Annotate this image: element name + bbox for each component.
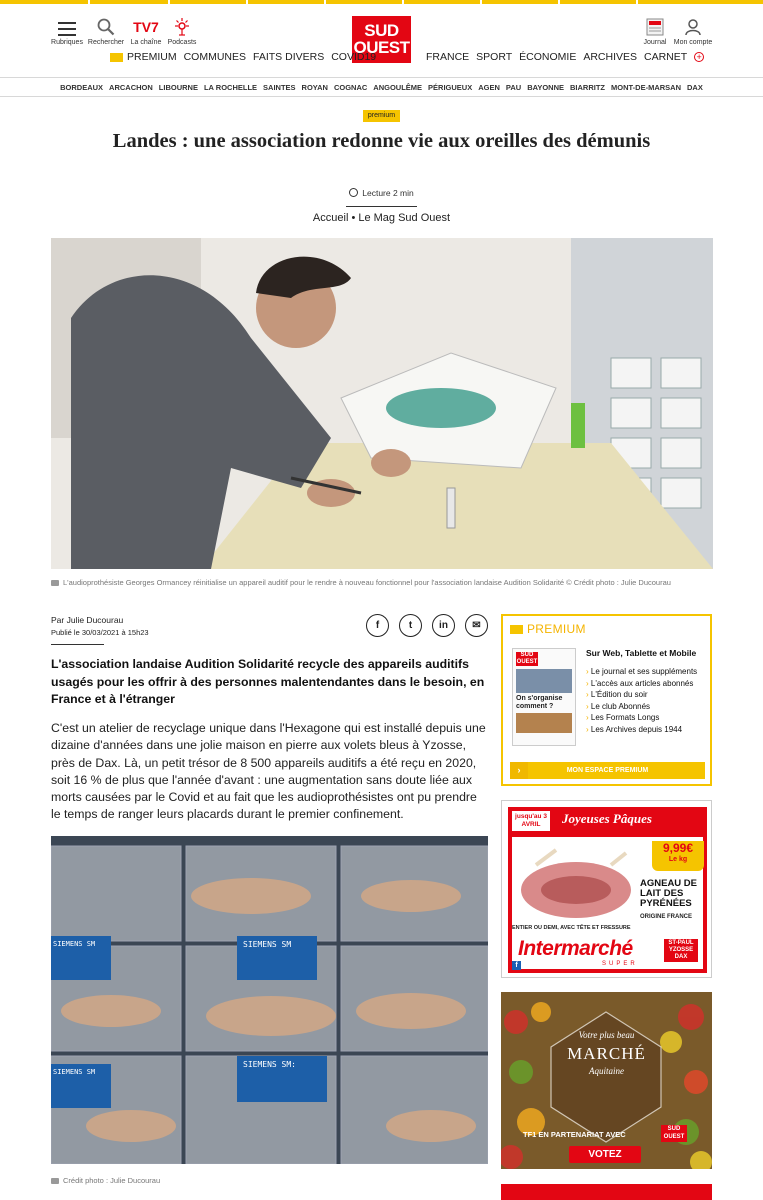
city-link[interactable]: BAYONNE: [527, 83, 565, 92]
nav-item-france[interactable]: FRANCE: [426, 51, 470, 63]
camera-icon: [51, 580, 59, 586]
premium-promo-box: [501, 614, 712, 786]
newspaper-thumbnail: [512, 648, 576, 746]
advertisement-marche[interactable]: [501, 992, 712, 1169]
publish-date: Publié le 30/03/2021 à 15h23: [51, 628, 149, 637]
photo-caption: L'audioprothésiste Georges Ormancey réinitialise un appareil auditif pour le rendre à nouveau fonctionnel pour l'association landaise Audition Solidarité © Crédit photo : Julie Ducourau: [51, 577, 713, 588]
clock-icon: [349, 188, 358, 197]
photo-credit: Crédit photo : Julie Ducourau: [51, 1176, 160, 1185]
ad-title: Joyeuses Pâques: [562, 811, 652, 826]
ad-date: jusqu'au 3 AVRIL: [512, 811, 550, 831]
advertisement-intermarche[interactable]: [501, 800, 712, 978]
article-paragraph: C'est un atelier de recyclage unique dans l'Hexagone qui est installé depuis une dizaine d'années dans une jolie maison en pierre aux volets bleus à Yzosse, près de Dax. Là, un petit trésor de 8 500 appareils auditifs a été reçu en 2020, soit 16 % de plus que l'année d'avant : une augmentation sans doute liée aux morts causées par le Covid et au fait que les audioprothésistes ont pu prendre le temps de ranger leurs placards durant le premier confinement.: [51, 721, 486, 822]
account-label: Mon compte: [673, 39, 713, 46]
podcast-icon: [157, 16, 207, 36]
city-link[interactable]: DAX: [687, 83, 703, 92]
author-name[interactable]: Par Julie Ducourau: [51, 615, 124, 625]
city-link[interactable]: AGEN: [478, 83, 500, 92]
rubriques-label: Rubriques: [51, 39, 83, 46]
nav-item-communes[interactable]: COMMUNES: [183, 51, 247, 63]
bin-label: SIEMENS SM: [53, 940, 96, 948]
ad-price: 9,99€ Le kg: [652, 841, 704, 871]
city-link[interactable]: ARCACHON: [109, 83, 153, 92]
city-link[interactable]: ANGOULÊME: [373, 83, 423, 92]
list-item: › Le journal et ses suppléments: [586, 666, 711, 678]
twitter-share-icon[interactable]: t: [399, 614, 422, 637]
advertisement-partial[interactable]: [501, 1184, 712, 1200]
city-nav: [0, 83, 763, 92]
city-link[interactable]: COGNAC: [333, 83, 368, 92]
premium-box-title: PREMIUM: [510, 622, 586, 636]
city-link[interactable]: PÉRIGUEUX: [428, 83, 473, 92]
bin-label: SIEMENS SM:: [243, 1060, 296, 1069]
nav-right: [426, 51, 704, 63]
ad-line2: MARCHÉ: [567, 1044, 646, 1063]
linkedin-share-icon[interactable]: in: [432, 614, 455, 637]
vote-button[interactable]: VOTEZ: [569, 1146, 641, 1163]
chevron-right-icon: ›: [510, 762, 528, 779]
list-item: › L'accès aux articles abonnés: [586, 678, 711, 690]
email-share-icon[interactable]: ✉: [465, 614, 488, 637]
logo-line-1: SUD: [364, 21, 399, 40]
more-plus-icon[interactable]: +: [694, 52, 704, 62]
top-accent-bar: [0, 0, 763, 4]
intermarche-logo: Intermarché: [518, 937, 633, 960]
city-link[interactable]: LIBOURNE: [158, 83, 198, 92]
premium-box-heading: Sur Web, Tablette et Mobile: [586, 648, 697, 658]
nav-item-covid19[interactable]: COVID19: [331, 51, 377, 63]
nav-item-carnet[interactable]: CARNET: [644, 51, 688, 63]
article-main-photo: [51, 238, 713, 569]
reading-time: Lecture 2 min: [0, 188, 763, 198]
ad-origin: ORIGINE FRANCE: [640, 914, 693, 920]
thumb-headline: On s'organise comment ?: [516, 695, 563, 710]
logo-line-2: OUEST: [353, 38, 410, 57]
facebook-icon: f: [512, 961, 521, 970]
city-link[interactable]: MONT-DE-MARSAN: [611, 83, 682, 92]
city-link[interactable]: LA ROCHELLE: [203, 83, 258, 92]
city-link[interactable]: PAU: [505, 83, 522, 92]
nav-item-premium[interactable]: PREMIUM: [110, 51, 177, 63]
ad-partner: TF1 EN PARTENARIAT AVEC: [523, 1130, 626, 1139]
ad-cut: ENTIER OU DEMI, AVEC TÊTE ET FRESSURE: [512, 925, 631, 931]
crown-icon: [510, 625, 523, 634]
sud-ouest-small-logo: SUD OUEST: [661, 1125, 687, 1142]
bin-label: SIEMENS SM: [53, 1068, 96, 1076]
divider: [0, 96, 763, 97]
podcasts-label: Podcasts: [167, 39, 197, 46]
article-lead: L'association landaise Audition Solidarité recycle des appareils auditifs usagés pour les offrir à des personnes malentendantes dans le besoin, en France et à l'étranger: [51, 657, 485, 706]
list-item: › Les Formats Longs: [586, 712, 711, 724]
crown-icon: [110, 53, 123, 62]
breadcrumb[interactable]: Accueil • Le Mag Sud Ouest: [312, 212, 451, 224]
ad-place: ST-PAUL YZOSSE DAX: [664, 939, 698, 962]
tv7-logo: TV7: [133, 19, 159, 35]
lamb-image: [516, 845, 636, 925]
camera-icon: [51, 1178, 59, 1184]
list-item: › L'Édition du soir: [586, 689, 711, 701]
journal-label: Journal: [643, 39, 667, 46]
ad-product: AGNEAU DE LAIT DES PYRÉNÉES: [640, 878, 698, 909]
market-background: [501, 992, 712, 1169]
article-title: Landes : une association redonne vie aux oreilles des démunis: [112, 130, 651, 152]
city-link[interactable]: SAINTES: [263, 83, 296, 92]
account-link[interactable]: [668, 16, 718, 46]
premium-benefits-list: [586, 666, 711, 736]
divider: [51, 644, 104, 645]
bin-label: SIEMENS SM: [243, 940, 292, 949]
search-label: Rechercher: [87, 39, 125, 46]
podcasts-link[interactable]: [157, 16, 207, 46]
city-link[interactable]: BIARRITZ: [570, 83, 606, 92]
list-item: › Le club Abonnés: [586, 701, 711, 713]
premium-badge: premium: [363, 110, 400, 122]
city-link[interactable]: ROYAN: [301, 83, 328, 92]
user-icon: [668, 16, 718, 36]
nav-item-archives[interactable]: ARCHIVES: [583, 51, 638, 63]
divider: [346, 206, 417, 207]
article-second-photo: [51, 836, 488, 1164]
tv7-label: La chaîne: [130, 39, 162, 46]
nav-left: [110, 51, 376, 63]
ad-line3: Aquitaine: [589, 1066, 624, 1076]
nav-item-sport[interactable]: SPORT: [476, 51, 513, 63]
brand-sub: SUPER: [602, 961, 638, 967]
premium-space-button[interactable]: › MON ESPACE PREMIUM: [510, 762, 705, 779]
list-item: › Les Archives depuis 1944: [586, 724, 711, 736]
nav-item-faits-divers[interactable]: FAITS DIVERS: [253, 51, 325, 63]
nav-item-economie[interactable]: ÉCONOMIE: [519, 51, 577, 63]
facebook-share-icon[interactable]: f: [366, 614, 389, 637]
ad-line1: Votre plus beau: [578, 1030, 635, 1040]
city-link[interactable]: BORDEAUX: [60, 83, 104, 92]
divider: [0, 77, 763, 78]
thumb-logo: SUD OUEST: [516, 652, 538, 665]
